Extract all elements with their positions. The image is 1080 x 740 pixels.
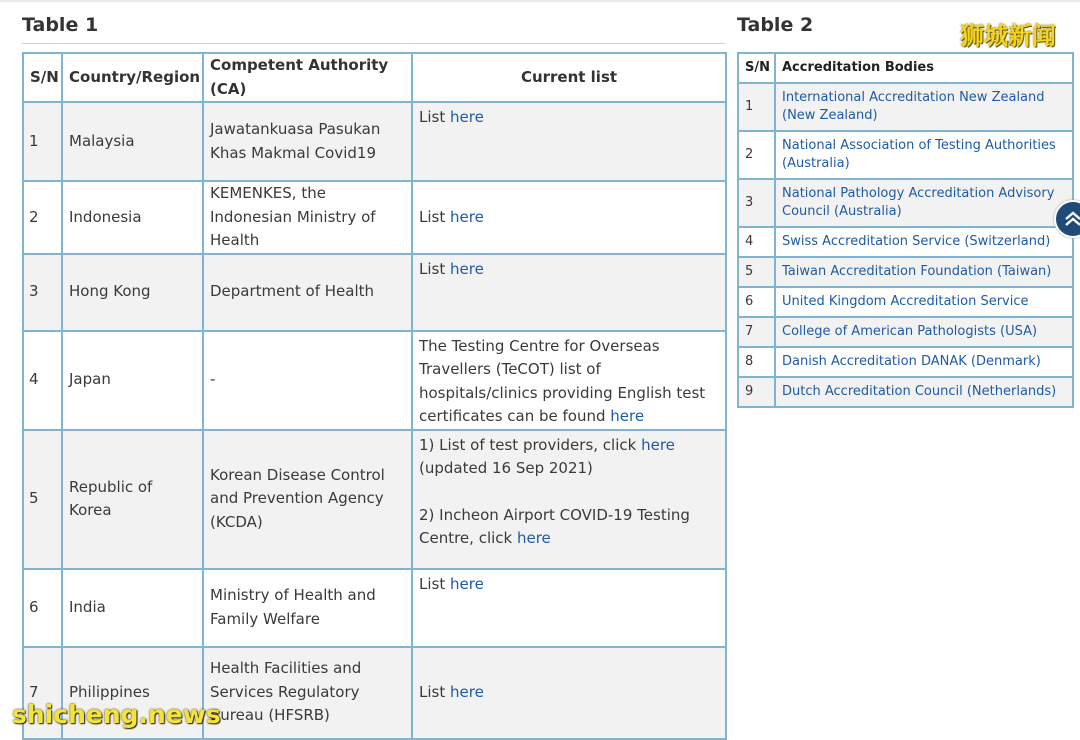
cell-country: Japan <box>62 331 203 430</box>
cell-body <box>775 179 1073 227</box>
table1 <box>22 52 727 740</box>
cell-authority: Department of Health <box>203 254 412 331</box>
cell-current-list <box>412 430 726 569</box>
here-link[interactable]: here <box>641 435 675 454</box>
table-row <box>23 102 726 181</box>
header-accreditation-bodies: Accreditation Bodies <box>775 53 1073 83</box>
cell-sn: 8 <box>738 347 775 377</box>
top-divider <box>0 0 1080 2</box>
cell-current-list <box>412 254 726 331</box>
chevron-up-double-icon <box>1063 210 1080 228</box>
header-country: Country/Region <box>62 53 203 102</box>
cell-sn: 2 <box>23 181 62 254</box>
accreditation-link[interactable]: Dutch Accreditation Council (Netherlands) <box>782 384 1057 399</box>
table-row <box>23 181 726 254</box>
cell-sn: 5 <box>738 257 775 287</box>
cell-sn: 2 <box>738 131 775 179</box>
table2 <box>737 52 1074 408</box>
cell-body <box>775 83 1073 131</box>
brand-logo-text: 狮城新闻 <box>960 22 1056 50</box>
here-link[interactable]: here <box>450 259 484 278</box>
cell-body <box>775 227 1073 257</box>
accreditation-link[interactable]: National Association of Testing Authorities (Australia) <box>782 138 1056 171</box>
cell-body <box>775 347 1073 377</box>
cell-authority: Ministry of Health and Family Welfare <box>203 569 412 647</box>
here-link[interactable]: here <box>450 682 484 701</box>
list-item <box>419 434 719 481</box>
cell-body <box>775 377 1073 407</box>
cell-sn: 1 <box>23 102 62 181</box>
cell-current-list <box>412 647 726 739</box>
accreditation-link[interactable]: Swiss Accreditation Service (Switzerland) <box>782 234 1051 249</box>
cell-sn: 6 <box>23 569 62 647</box>
cell-authority: KEMENKES, the Indonesian Ministry of Health <box>203 181 412 254</box>
cell-country: Hong Kong <box>62 254 203 331</box>
here-link[interactable]: here <box>610 407 645 425</box>
header-sn: S/N <box>23 53 62 102</box>
cell-country: Malaysia <box>62 102 203 181</box>
table1-title: Table 1 <box>22 14 725 44</box>
here-link[interactable]: here <box>450 108 484 126</box>
header-authority: Competent Authority (CA) <box>203 53 412 102</box>
cell-sn: 7 <box>738 317 775 347</box>
header-current-list: Current list <box>412 53 726 102</box>
list-text: 2) Incheon Airport COVID-19 Testing Centre, click <box>419 505 690 547</box>
cell-sn: 3 <box>738 179 775 227</box>
here-link[interactable]: here <box>516 529 551 547</box>
here-link[interactable]: here <box>450 207 484 226</box>
cell-current-list <box>412 181 726 254</box>
list-text: 1) List of test providers, click <box>419 435 642 454</box>
table-row <box>738 317 1073 347</box>
list-item <box>419 504 719 551</box>
accreditation-link[interactable]: National Pathology Accreditation Advisory Council (Australia) <box>782 186 1055 219</box>
table-row <box>23 430 726 569</box>
cell-body <box>775 257 1073 287</box>
cell-sn: 9 <box>738 377 775 407</box>
cell-body <box>775 317 1073 347</box>
accreditation-link[interactable]: Danish Accreditation DANAK (Denmark) <box>782 354 1041 369</box>
cell-body <box>775 131 1073 179</box>
cell-sn: 6 <box>738 287 775 317</box>
list-text: (updated 16 Sep 2021) <box>419 459 593 477</box>
cell-sn: 4 <box>23 331 62 430</box>
table-header-row <box>738 53 1073 83</box>
cell-sn: 5 <box>23 430 62 569</box>
cell-authority: - <box>203 331 412 430</box>
table-row <box>738 83 1073 131</box>
cell-sn: 4 <box>738 227 775 257</box>
accreditation-link[interactable]: United Kingdom Accreditation Service <box>782 294 1029 309</box>
accreditation-link[interactable]: Taiwan Accreditation Foundation (Taiwan) <box>782 264 1052 279</box>
cell-authority: Health Facilities and Services Regulatory Bureau (HFSRB) <box>203 647 412 739</box>
cell-country: Indonesia <box>62 181 203 254</box>
cell-sn: 3 <box>23 254 62 331</box>
table-row <box>738 227 1073 257</box>
table-row <box>23 254 726 331</box>
list-text: The Testing Centre for Overseas Travellers (TeCOT) list of hospitals/clinics providing English test certificates can be found <box>419 336 706 425</box>
cell-sn: 7 <box>23 647 62 739</box>
list-text: List <box>419 207 450 226</box>
header-sn: S/N <box>738 53 775 83</box>
table-row <box>738 257 1073 287</box>
table-row <box>23 331 726 430</box>
list-text: List <box>419 259 450 278</box>
cell-current-list <box>412 331 726 430</box>
list-text: List <box>419 574 450 593</box>
list-text: List <box>419 108 450 126</box>
cell-sn: 1 <box>738 83 775 131</box>
list-text: List <box>419 682 450 701</box>
table-row <box>738 179 1073 227</box>
cell-authority: Korean Disease Control and Prevention Agency (KCDA) <box>203 430 412 569</box>
cell-country: India <box>62 569 203 647</box>
cell-country: Republic of Korea <box>62 430 203 569</box>
table-row <box>738 377 1073 407</box>
table-row <box>738 347 1073 377</box>
cell-authority: Jawatankuasa Pasukan Khas Makmal Covid19 <box>203 102 412 181</box>
cell-country: Philippines <box>62 647 203 739</box>
cell-body <box>775 287 1073 317</box>
table-row <box>23 569 726 647</box>
accreditation-link[interactable]: College of American Pathologists (USA) <box>782 324 1038 339</box>
cell-current-list <box>412 569 726 647</box>
table-row <box>738 131 1073 179</box>
table-header-row <box>23 53 726 102</box>
accreditation-link[interactable]: International Accreditation New Zealand (New Zealand) <box>782 90 1045 123</box>
cell-current-list <box>412 102 726 181</box>
table-row <box>738 287 1073 317</box>
table2-title: Table 2 <box>737 14 814 36</box>
here-link[interactable]: here <box>450 574 484 593</box>
watermark-text: shicheng.news <box>12 700 221 729</box>
